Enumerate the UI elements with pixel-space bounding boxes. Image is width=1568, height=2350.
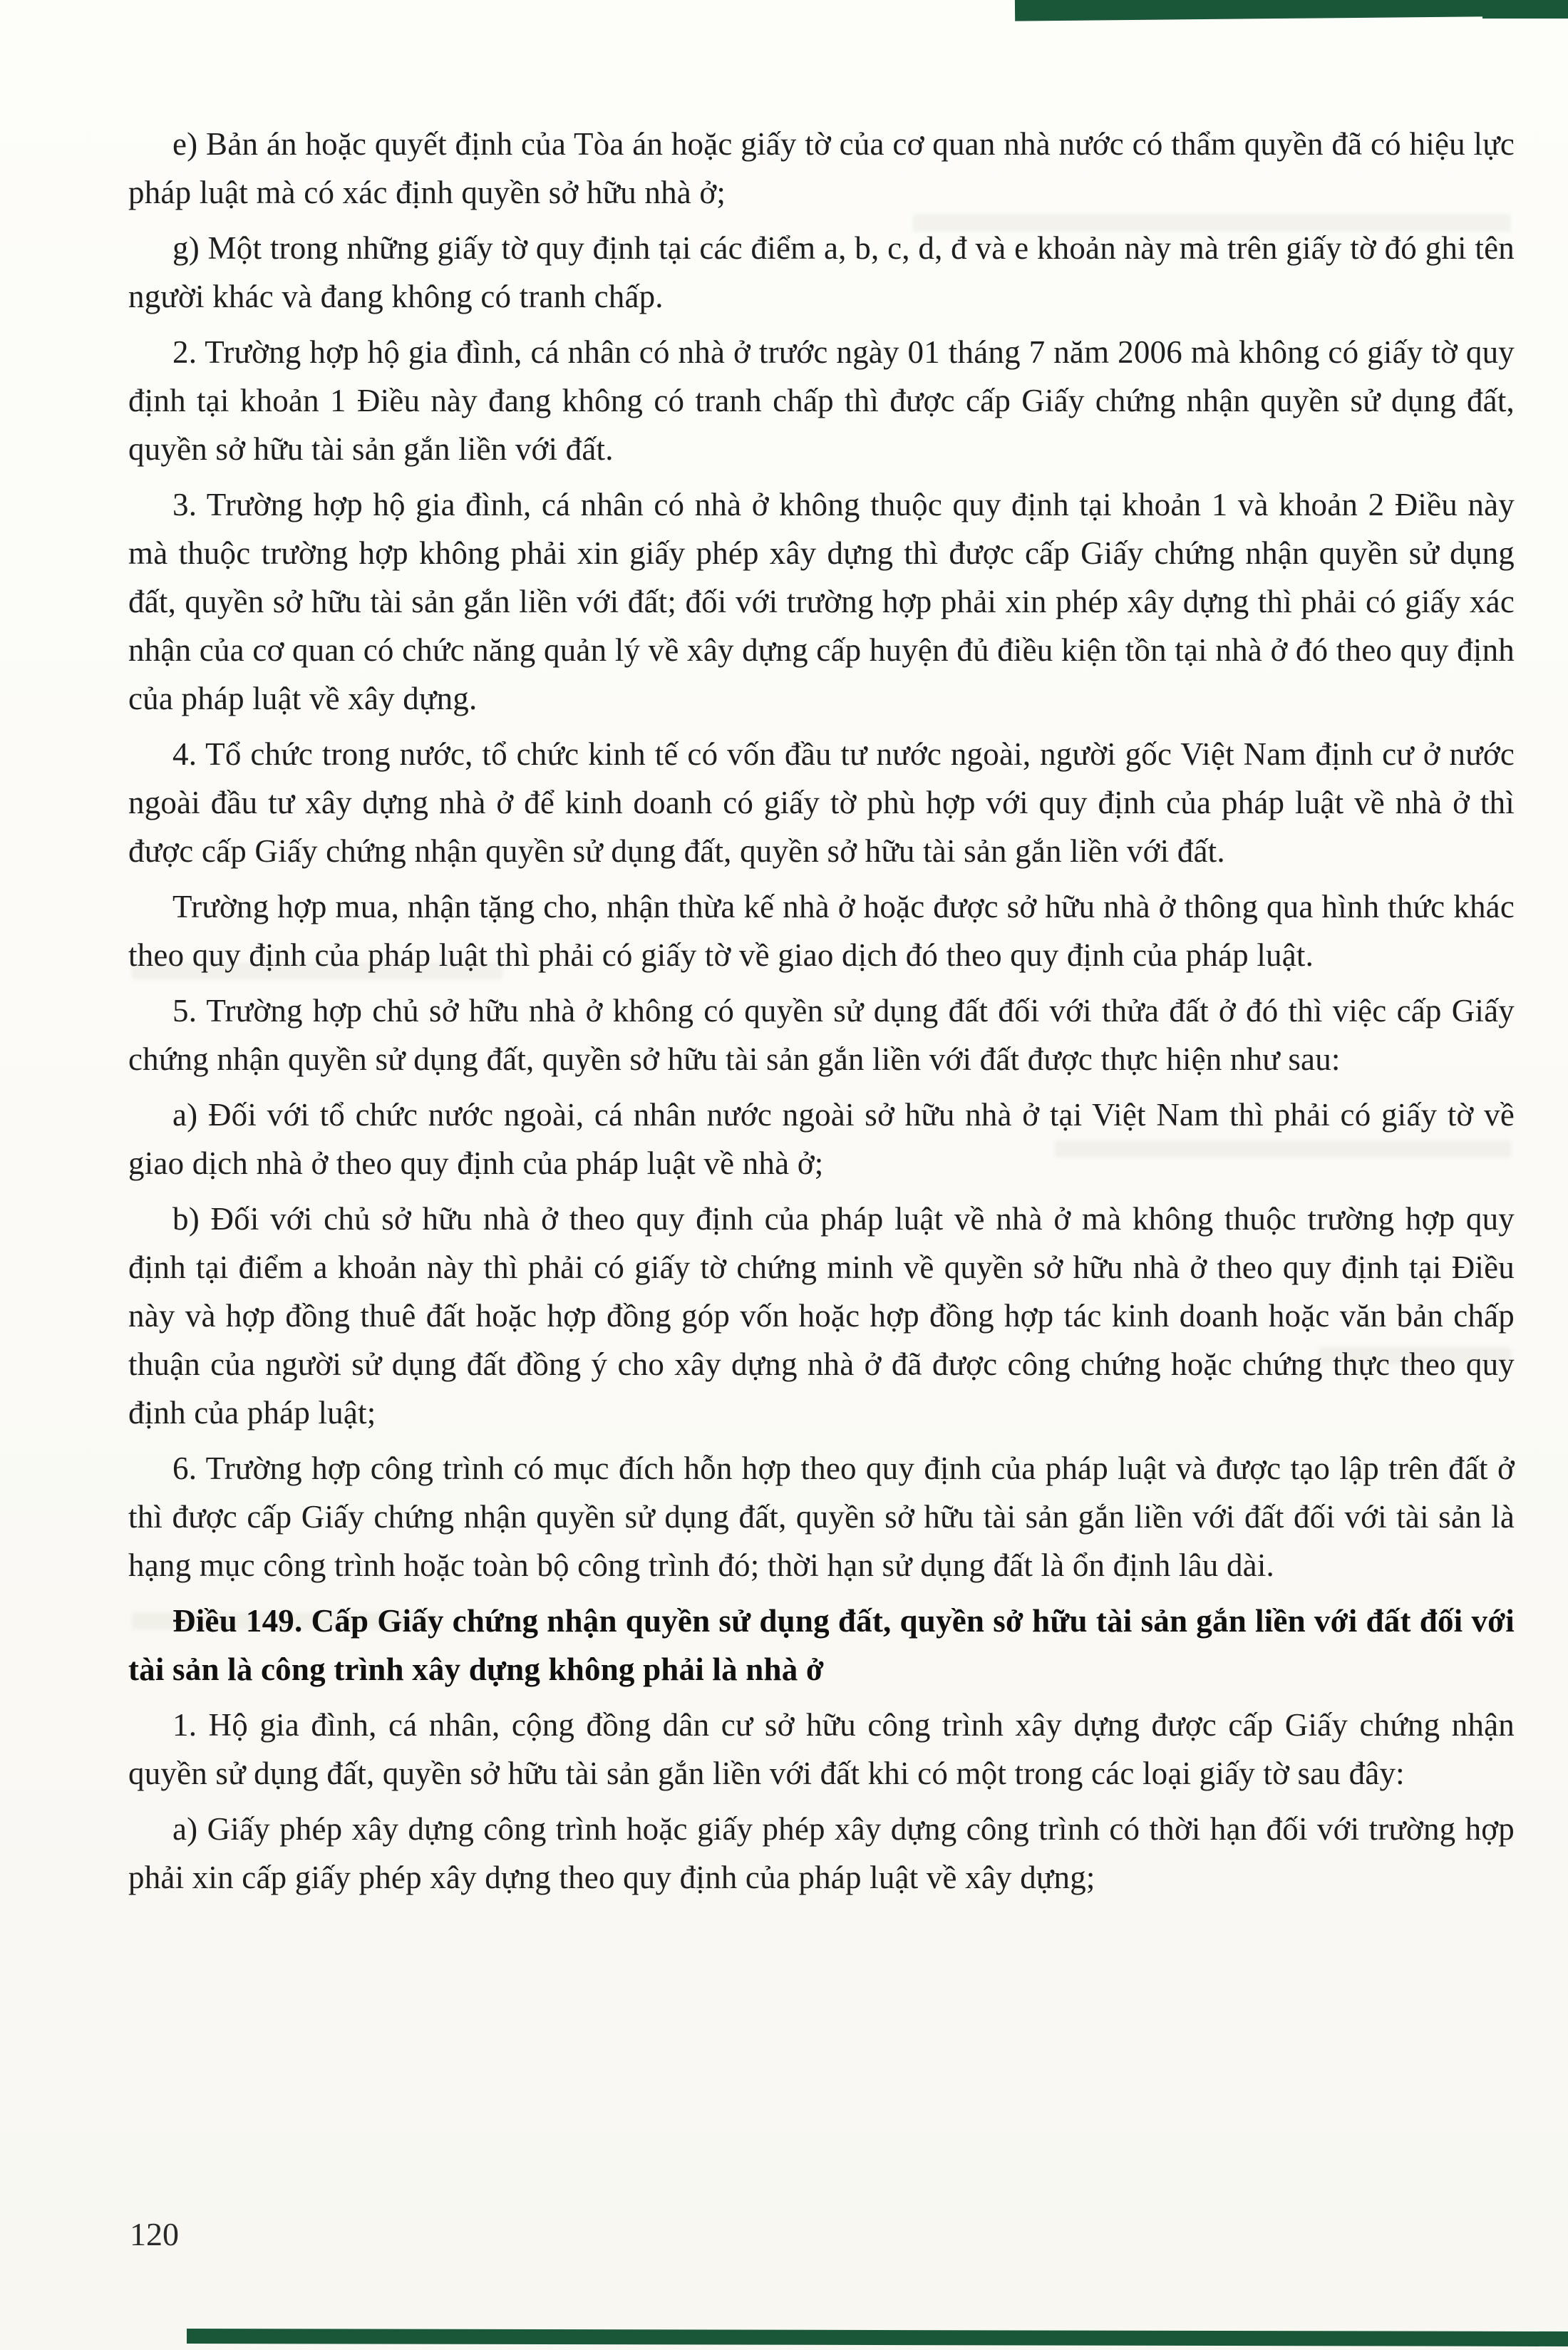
paragraph-clause-6: 6. Trường hợp công trình có mục đích hỗn hợp theo quy định của pháp luật và được tạo lập trên đất ở thì được cấp Giấy chứng nhận quyền sử dụng đất, quyền sở hữu tài sản gắn liền với đất đối với tài sản là hạng mục công trình hoặc toàn bộ công trình đó; thời hạn sử dụng đất là ổn định lâu dài. xyxy=(128,1450,1515,1583)
paragraph-item-a: a) Đối với tổ chức nước ngoài, cá nhân nước ngoài sở hữu nhà ở tại Việt Nam thì phải có giấy tờ về giao dịch nhà ở theo quy định của pháp luật về nhà ở; xyxy=(128,1097,1515,1181)
paragraph-article149-item-a: a) Giấy phép xây dựng công trình hoặc giấy phép xây dựng công trình có thời hạn đối với trường hợp phải xin cấp giấy phép xây dựng theo quy định của pháp luật về xây dựng; xyxy=(128,1811,1515,1895)
paragraph-clause-3: 3. Trường hợp hộ gia đình, cá nhân có nhà ở không thuộc quy định tại khoản 1 và khoản 2 Điều này mà thuộc trường hợp không phải xin giấy phép xây dựng thì được cấp Giấy chứng nhận quyền sử dụng đất, quyền sở hữu tài sản gắn liền với đất; đối với trường hợp phải xin phép xây dựng thì phải có giấy xác nhận của cơ quan có chức năng quản lý về xây dựng cấp huyện đủ điều kiện tồn tại nhà ở đó theo quy định của pháp luật về xây dựng. xyxy=(128,487,1515,716)
paragraph-clause-4-continuation: Trường hợp mua, nhận tặng cho, nhận thừa kế nhà ở hoặc được sở hữu nhà ở thông qua hình thức khác theo quy định của pháp luật thì phải có giấy tờ về giao dịch đó theo quy định của pháp luật. xyxy=(128,889,1515,973)
paragraph-item-e: e) Bản án hoặc quyết định của Tòa án hoặc giấy tờ của cơ quan nhà nước có thẩm quyền đã có hiệu lực pháp luật mà có xác định quyền sở hữu nhà ở; xyxy=(128,126,1515,210)
article-149-heading: Điều 149. Cấp Giấy chứng nhận quyền sử dụng đất, quyền sở hữu tài sản gắn liền với đất đối với tài sản là công trình xây dựng không phải là nhà ở xyxy=(128,1603,1515,1687)
paragraph-clause-2: 2. Trường hợp hộ gia đình, cá nhân có nhà ở trước ngày 01 tháng 7 năm 2006 mà không có giấy tờ quy định tại khoản 1 Điều này đang không có tranh chấp thì được cấp Giấy chứng nhận quyền sử dụng đất, quyền sở hữu tài sản gắn liền với đất. xyxy=(128,334,1515,467)
paragraph-item-b: b) Đối với chủ sở hữu nhà ở theo quy định của pháp luật về nhà ở mà không thuộc trường hợp quy định tại điểm a khoản này thì phải có giấy tờ chứng minh về quyền sở hữu nhà ở theo quy định tại Điều này và hợp đồng thuê đất hoặc hợp đồng góp vốn hoặc hợp đồng hợp tác kinh doanh hoặc văn bản chấp thuận của người sử dụng đất đồng ý cho xây dựng nhà ở đã được công chứng hoặc chứng thực theo quy định của pháp luật; xyxy=(128,1201,1515,1431)
paragraph-article149-clause-1: 1. Hộ gia đình, cá nhân, cộng đồng dân cư sở hữu công trình xây dựng được cấp Giấy chứng nhận quyền sử dụng đất, quyền sở hữu tài sản gắn liền với đất khi có một trong các loại giấy tờ sau đây: xyxy=(128,1707,1515,1791)
page-edge-green-bar-top-corner xyxy=(1482,0,1568,19)
page-edge-green-bar-bottom xyxy=(187,2329,1568,2346)
page-number: 120 xyxy=(130,2216,179,2252)
paragraph-clause-5: 5. Trường hợp chủ sở hữu nhà ở không có quyền sử dụng đất đối với thửa đất ở đó thì việc cấp Giấy chứng nhận quyền sử dụng đất, quyền sở hữu tài sản gắn liền với đất được thực hiện như sau: xyxy=(128,993,1515,1077)
document-body xyxy=(128,120,1515,1909)
paragraph-clause-4: 4. Tổ chức trong nước, tổ chức kinh tế có vốn đầu tư nước ngoài, người gốc Việt Nam định cư ở nước ngoài đầu tư xây dựng nhà ở để kinh doanh có giấy tờ phù hợp với quy định của pháp luật về nhà ở thì được cấp Giấy chứng nhận quyền sử dụng đất, quyền sở hữu tài sản gắn liền với đất. xyxy=(128,736,1515,869)
paragraph-item-g: g) Một trong những giấy tờ quy định tại các điểm a, b, c, d, đ và e khoản này mà trên giấy tờ đó ghi tên người khác và đang không có tranh chấp. xyxy=(128,230,1515,314)
